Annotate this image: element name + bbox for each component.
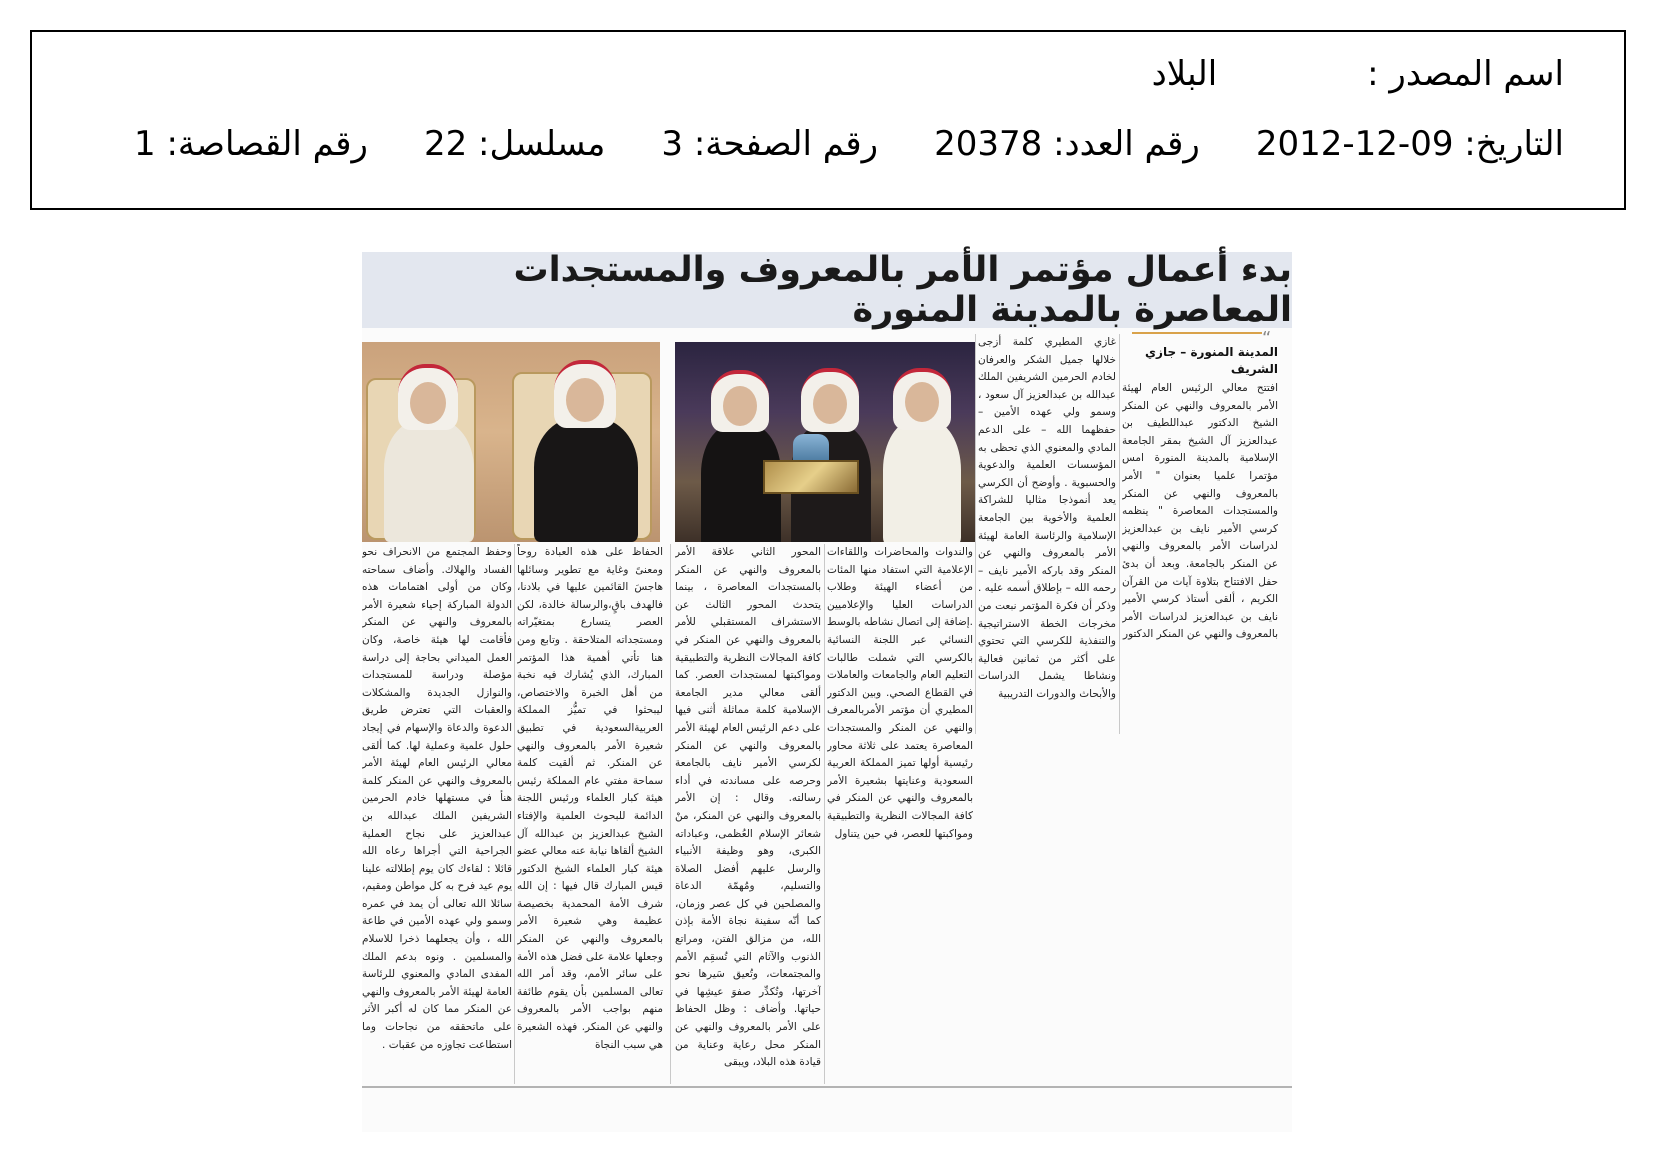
quote-mark-icon: “ [1262, 328, 1272, 349]
source-metadata-box [30, 30, 1626, 210]
source-line [1002, 54, 1564, 94]
serial-field: مسلسل: 22 [423, 124, 606, 164]
newspaper-clipping [362, 252, 1292, 1132]
column-divider [824, 544, 825, 1084]
accent-rule [1132, 332, 1262, 334]
person-figure [875, 360, 965, 542]
article-column-6: وحفظ المجتمع من الانحراف نحو الفساد والهلاك. وأضاف سماحته وكان من أولى اهتمامات هذه الدولة المباركة إحياء شعيرة الأمر بالمعروف والنهي عن المنكر فأقامت لها هيئة خاصة، وكان العمل الميداني بحاجة إلى دراسة مؤصلة ودراسة للمستجدات والنوازل الجديدة والمشكلات والعقبات التي تعترض طريق الدعوة والدعاة والإسهام في إيجاد حلول علمية وعملية لها. كما ألقى معالي الرئيس العام لهيئة الأمر بالمعروف والنهي عن المنكر كلمة هنأ في مستهلها خادم الحرمين الشريفين الملك عبدالله بن عبدالعزيز على نجاح العملية الجراحية التي أجراها رعاه الله قائلا : لقاءك كان يوم إطلالته علينا يوم عيد فرح به كل مواطن ومقيم، سائلا الله تعالى أن يمد في عمره وسمو ولي عهده الأمين في طاعة الله ، وأن يجعلهما ذخرا للاسلام والمسلمين . ونوه بدعم الملك المفدى المادي والمعنوي للرئاسة العامة لهيئة الأمر بالمعروف والنهي عن المنكر مما كان له أكبر الأثر على ماتحققه من نجاحات وما استطاعت تجاوزه من عقبات . [362, 546, 512, 1051]
person-figure [380, 358, 476, 542]
article-column-4: المحور الثاني علاقة الأمر بالمعروف والنهي عن المنكر بالمستجدات المعاصرة ، بينما يتحدث المحور الثالث عن الاستشراف المستقبلي للأمر بالمعروف والنهي عن المنكر في كافة المجالات النظرية والتطبيقية ومواكبتها لمستجدات العصر. كما ألقى معالي مدير الجامعة الإسلامية كلمة مماثلة أثنى فيها على دعم الرئيس العام لهيئة الأمر بالمعروف والنهي عن المنكر لكرسي الأمير نايف بالجامعة وحرصه على مساندته في أداء رسالته. وقال : إن الأمر بالمعروف والنهي عن المنكر، منْ شعائر الإسلام العُظمى، وعباداته الكبرى، وهو وظيفة الأنبياء والرسل عليهم أفضل الصلاة والتسليم، ومُهمّة الدعاة والمصلحين في كل عصر وزمان، كما أنّه سفينة نجاة الأمة بإذن الله، من مزالق الفتن، ومراتع الذنوب والآثام التي تُسقِم الأمم والمجتمعات، وتُعيق سَيرها نحو آخرتها، وتُكدِّر صفوَ عيشِها في حياتها. وأضاف : وظل الحفاظ على الأمر بالمعروف والنهي عن المنكر محل رعاية وعناية من قيادة هذه البلاد، ويبقى [675, 546, 821, 1069]
article-column-1: افتتح معالي الرئيس العام لهيئة الأمر بالمعروف والنهي عن المنكر الشيخ الدكتور عبداللطيف بن عبدالعزيز آل الشيخ بمقر الجامعة الإسلامية بالمدينة المنورة امس مؤتمرا علميا بعنوان " الأمر بالمعروف والنهي عن المنكر والمستجدات المعاصرة " ينظمه كرسي الأمير نايف بن عبدالعزيز لدراسات الأمر بالمعروف والنهي عن المنكر بالجامعة. وبعد أن بدئ حفل الافتتاح بتلاوة آيات من القرآن الكريم ، ألقى أستاذ كرسي الأمير نايف بن عبدالعزيز لدراسات الأمر بالمعروف والنهي عن المنكر الدكتور [1122, 382, 1278, 641]
column-divider [1119, 334, 1120, 734]
issue-number-field: رقم العدد: 20378 [934, 124, 1200, 164]
column-divider [975, 334, 976, 734]
bottom-rule [362, 1086, 1292, 1088]
page-number-field: رقم الصفحة: 3 [661, 124, 879, 164]
person-figure [695, 364, 785, 542]
clip-number-field: رقم القصاصة: 1 [134, 124, 368, 164]
date-field: التاريخ: 09-12-2012 [1255, 124, 1564, 164]
person-figure [530, 352, 640, 542]
issue-details-line [78, 124, 1564, 164]
column-divider [514, 544, 515, 1084]
column-divider [670, 544, 671, 1084]
article-column-3: والندوات والمحاضرات واللقاءات الإعلامية التي استفاد منها المئات من أعضاء الهيئة وطلاب الدراسات العليا والإعلاميين .إضافة إلى اتصال نشاطه بالوسط النسائي عبر اللجنة النسائية بالكرسي التي شملت طالبات التعليم العام والجامعات والعاملات في القطاع الصحي. وبين الدكتور المطيري أن مؤتمر الأمربالمعرف والنهي عن المنكر والمستجدات المعاصرة يعتمد على ثلاثة محاور رئيسية أولها تميز المملكة العربية السعودية وعنايتها بشعيرة الأمر بالمعروف والنهي عن المنكر في كافة المجالات النظرية والتطبيقية ومواكبتها للعصر، في حين يتناول [827, 546, 973, 840]
photo-seated-officials [362, 342, 660, 542]
source-value: البلاد [1151, 54, 1218, 94]
article-byline: المدينة المنورة – جازي الشريف [1145, 345, 1278, 376]
photo-award-presentation [675, 342, 975, 542]
source-label: اسم المصدر : [1367, 54, 1564, 94]
article-column-5: الحفاظ على هذه العبادة روحاً ومعنىً وغاية مع تطوير وسائلها هاجسَ القائمين عليها في بلادنا، فالهدف باقٍ،والرسالة خالدة، لكن العصر يتسارع بمتغيّراته ومستجداته المتلاحقة . وتابع ومن هنا تأتي أهمية هذا المؤتمر المبارك، الذي يُشارك فيه نخبة من أهل الخبرة والاختصاص، ليبحثوا في تميُّز المملكة العربيةالسعودية في تطبيق شعيرة الأمر بالمعروف والنهي عن المنكر. ثم ألقيت كلمة سماحة مفتي عام المملكة رئيس هيئة كبار العلماء ورئيس اللجنة الدائمة للبحوث العلمية والإفتاء الشيخ عبدالعزيز بن عبدالله آل الشيخ ألقاها نيابة عنه معالي عضو هيئة كبار العلماء الشيخ الدكتور قيس المبارك قال فيها : إن الله شرف الأمة المحمدية بخصيصة عظيمة وهي شعيرة الأمر بالمعروف والنهي عن المنكر وجعلها علامة على فضل هذه الأمة على سائر الأمم، وقد أمر الله تعالى المسلمين بأن يقوم طائفة منهم بواجب الأمر بالمعروف والنهي عن المنكر. فهذه الشعيرة هي سبب النجاة [517, 546, 663, 1051]
article-column-2: غازي المطيري كلمة أزجى خلالها جميل الشكر والعرفان لخادم الحرمين الشريفين الملك عبدالله بن عبدالعزيز آل سعود ، وسمو ولي عهده الأمين – حفظهما الله – على الدعم المادي والمعنوي الذي تحظى به المؤسسات العلمية والدعوية والحسبوية . وأوضح أن الكرسي يعد أنموذجا مثاليا للشراكة العلمية والأخوية بين الجامعة الإسلامية والرئاسة العامة لهيئة الأمر بالمعروف والنهي عن المنكر وقد باركه الأمير نايف – رحمه الله – بإطلاق أسمه عليه . وذكر أن فكرة المؤتمر نبعت من مخرجات الخطة الاستراتيجية والتنفذية للكرسي التي تحتوي على أكثر من ثمانين فعالية ونشاطا يشمل الدراسات والأبحاث والدورات التدريبية [978, 336, 1116, 700]
plaque-icon [763, 460, 859, 494]
article-headline: بدء أعمال مؤتمر الأمر بالمعروف والمستجدات المعاصرة بالمدينة المنورة [513, 250, 1292, 330]
